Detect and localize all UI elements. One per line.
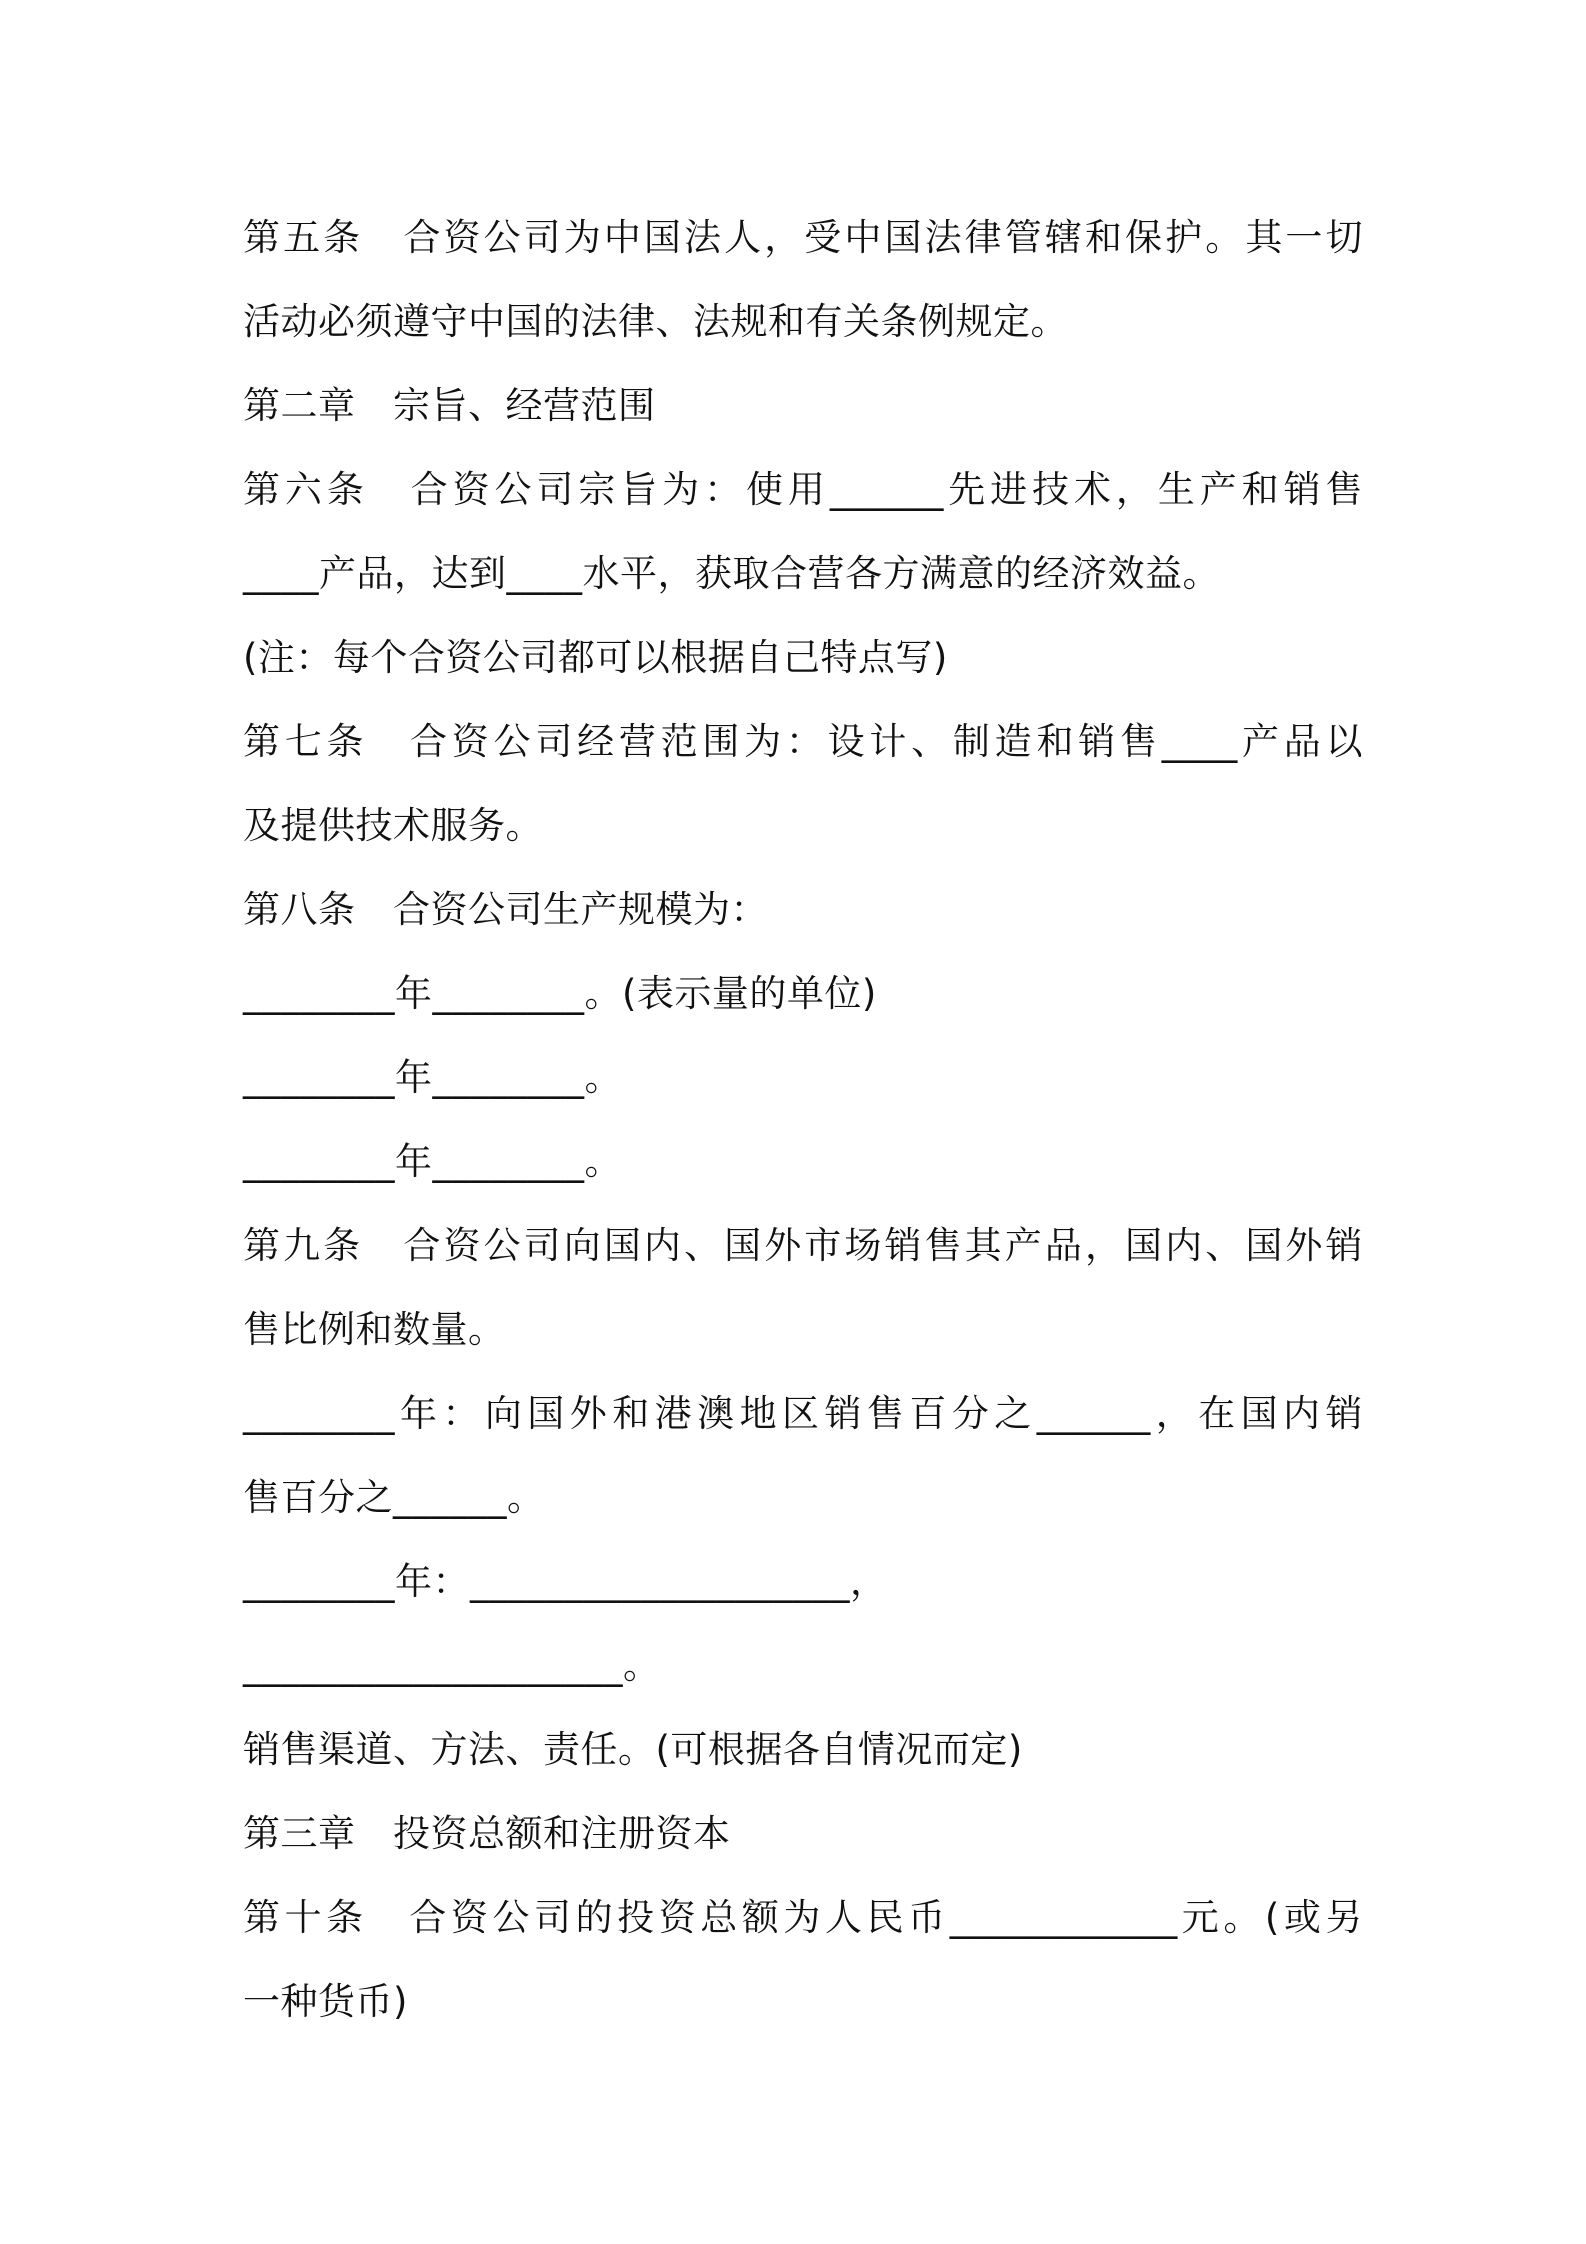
chapter-3-heading: 第三章 投资总额和注册资本 xyxy=(243,1812,731,1855)
article-9-line-1: 第九条 合资公司向国内、国外市场销售其产品，国内、国外销 xyxy=(243,1224,1363,1267)
article-7-line-1: 第七条 合资公司经营范围为：设计、制造和销售____产品以 xyxy=(243,720,1363,763)
article-8-year-2: ________年________。 xyxy=(243,1056,622,1099)
document-body xyxy=(243,196,1363,2044)
article-10-line-1: 第十条 合资公司的投资总额为人民币____________元。(或另 xyxy=(243,1896,1363,1939)
article-9-line-2: 售比例和数量。 xyxy=(243,1308,506,1351)
article-6-line-2: ____产品，达到____水平，获取合营各方满意的经济效益。 xyxy=(243,552,1220,595)
article-6-note: (注：每个合资公司都可以根据自己特点写) xyxy=(243,636,948,679)
article-9-year-1-line-2: 售百分之______。 xyxy=(243,1476,545,1519)
sales-channels-line: 销售渠道、方法、责任。(可根据各自情况而定) xyxy=(243,1728,1023,1771)
article-8-year-1: ________年________。(表示量的单位) xyxy=(243,972,877,1015)
article-5-line-1: 第五条 合资公司为中国法人，受中国法律管辖和保护。其一切 xyxy=(243,216,1363,259)
article-7-line-2: 及提供技术服务。 xyxy=(243,804,543,847)
article-8-year-3: ________年________。 xyxy=(243,1140,622,1183)
chapter-2-heading: 第二章 宗旨、经营范围 xyxy=(243,384,656,427)
article-9-year-1-line-1: ________年：向国外和港澳地区销售百分之______，在国内销 xyxy=(243,1392,1363,1435)
article-10-line-2: 一种货币) xyxy=(243,1980,408,2023)
article-9-year-2-line-1: ________年：____________________， xyxy=(243,1560,888,1603)
article-6-line-1: 第六条 合资公司宗旨为：使用______先进技术，生产和销售 xyxy=(243,468,1363,511)
article-9-year-2-line-2: ____________________。 xyxy=(243,1644,661,1687)
article-5-line-2: 活动必须遵守中国的法律、法规和有关条例规定。 xyxy=(243,300,1068,343)
article-8-heading: 第八条 合资公司生产规模为： xyxy=(243,888,768,931)
